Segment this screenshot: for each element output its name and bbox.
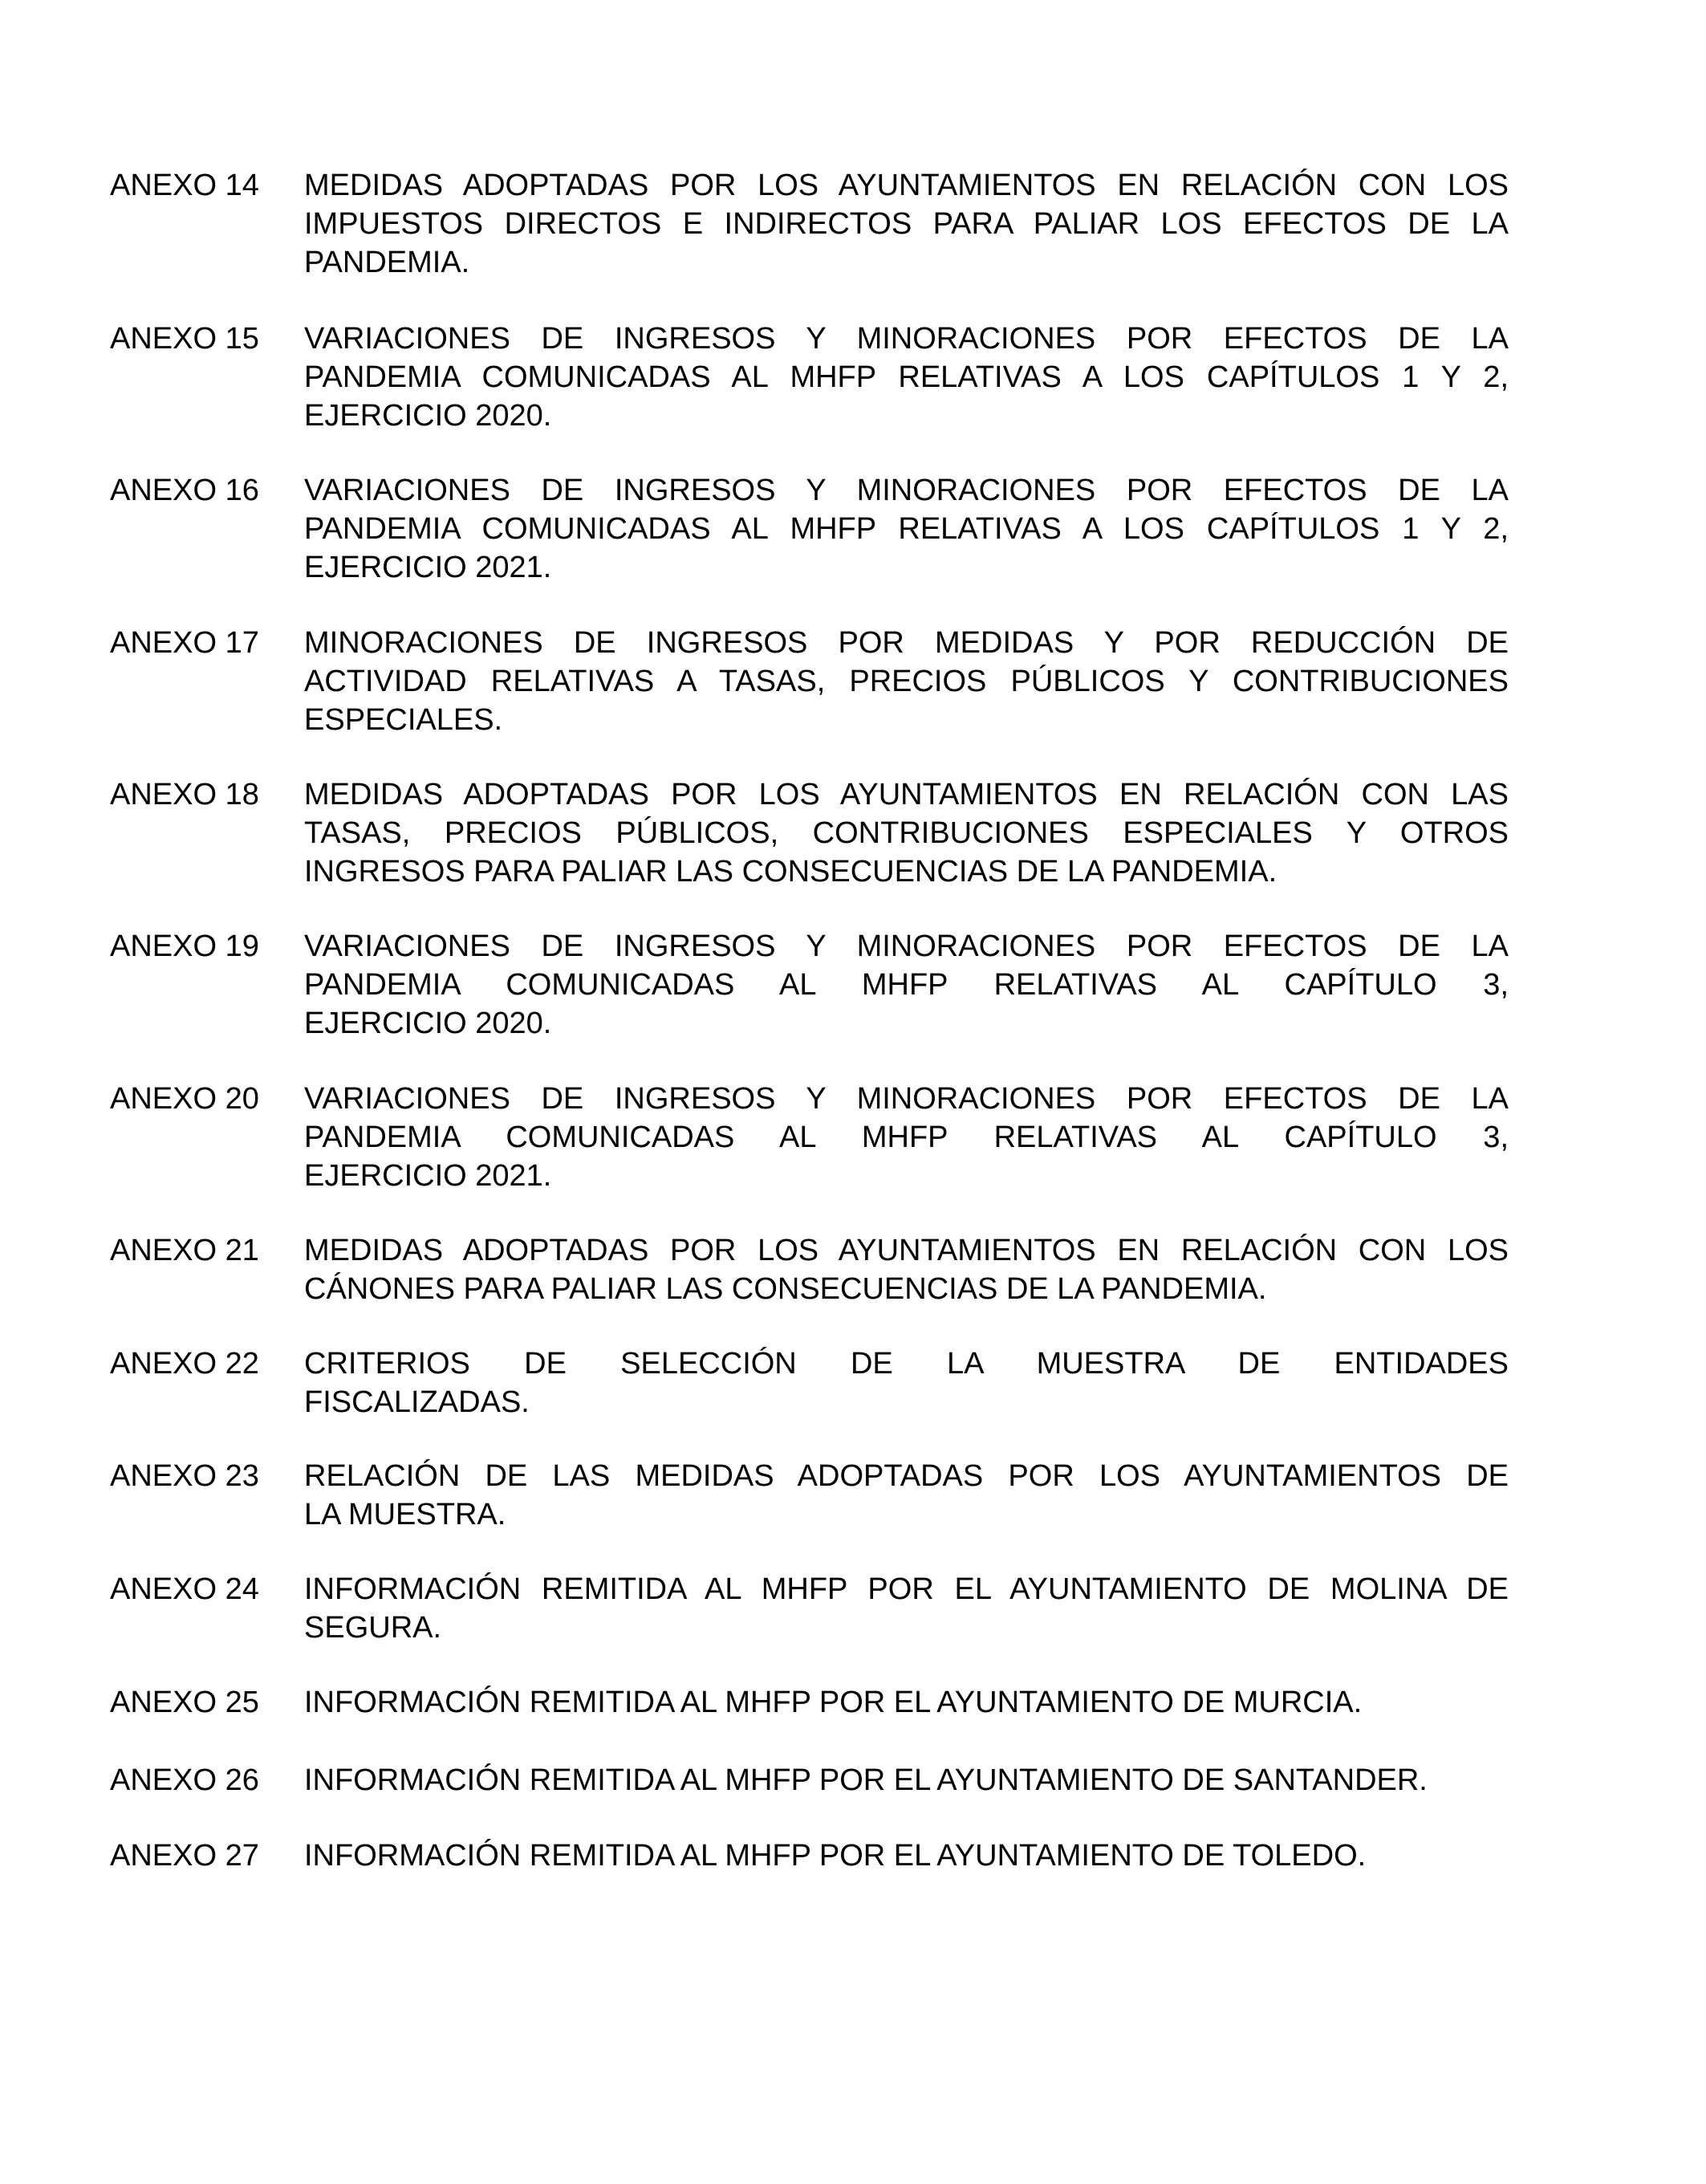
annex-title-line: INFORMACIÓN REMITIDA AL MHFP POR EL AYUNTAMIENTO DE MURCIA. <box>304 1686 1363 1719</box>
annex-label: ANEXO 25 <box>110 1686 259 1719</box>
annex-title-line: MINORACIONES DE INGRESOS POR MEDIDAS Y POR REDUCCIÓN DE <box>304 626 1509 660</box>
annex-title-line: PANDEMIA COMUNICADAS AL MHFP RELATIVAS A LOS CAPÍTULOS 1 Y 2, <box>304 512 1509 546</box>
annex-title <box>304 1761 1509 1800</box>
annex-title-line: ESPECIALES. <box>304 703 503 737</box>
annex-title-line: INFORMACIÓN REMITIDA AL MHFP POR EL AYUNTAMIENTO DE TOLEDO. <box>304 1839 1367 1873</box>
annex-title-line: EJERCICIO 2021. <box>304 1159 552 1193</box>
annex-title-line: RELACIÓN DE LAS MEDIDAS ADOPTADAS POR LOS AYUNTAMIENTOS DE <box>304 1459 1509 1493</box>
annex-title-line: PANDEMIA COMUNICADAS AL MHFP RELATIVAS A LOS CAPÍTULOS 1 Y 2, <box>304 360 1509 394</box>
annex-title <box>304 471 1509 587</box>
annex-title <box>304 319 1509 435</box>
annex-title-line: EJERCICIO 2021. <box>304 551 552 584</box>
annex-title <box>304 166 1509 282</box>
annex-title-line: CÁNONES PARA PALIAR LAS CONSECUENCIAS DE LA PANDEMIA. <box>304 1272 1267 1306</box>
annex-title-line: SEGURA. <box>304 1611 442 1645</box>
annex-title-line: MEDIDAS ADOPTADAS POR LOS AYUNTAMIENTOS EN RELACIÓN CON LOS <box>304 1234 1509 1267</box>
annex-label: ANEXO 23 <box>110 1459 259 1493</box>
annex-title-line: MEDIDAS ADOPTADAS POR LOS AYUNTAMIENTOS EN RELACIÓN CON LAS <box>304 778 1509 811</box>
annex-title-line: TASAS, PRECIOS PÚBLICOS, CONTRIBUCIONES ESPECIALES Y OTROS <box>304 816 1509 850</box>
annex-label: ANEXO 16 <box>110 474 259 507</box>
annex-title <box>304 1344 1509 1421</box>
annex-label: ANEXO 26 <box>110 1763 259 1797</box>
annex-label: ANEXO 20 <box>110 1082 259 1116</box>
annex-title-line: ACTIVIDAD RELATIVAS A TASAS, PRECIOS PÚBLICOS Y CONTRIBUCIONES <box>304 665 1509 698</box>
annex-title-line: PANDEMIA COMUNICADAS AL MHFP RELATIVAS AL CAPÍTULO 3, <box>304 1120 1509 1154</box>
annex-label: ANEXO 22 <box>110 1347 259 1381</box>
annex-label: ANEXO 17 <box>110 626 259 660</box>
annex-title-line: FISCALIZADAS. <box>304 1385 530 1419</box>
annex-title-line: LA MUESTRA. <box>304 1498 506 1531</box>
annex-title-line: VARIACIONES DE INGRESOS Y MINORACIONES POR EFECTOS DE LA <box>304 474 1509 507</box>
annex-title-line: IMPUESTOS DIRECTOS E INDIRECTOS PARA PALIAR LOS EFECTOS DE LA <box>304 207 1509 241</box>
annex-title-line: EJERCICIO 2020. <box>304 1007 552 1040</box>
annex-title-line: PANDEMIA COMUNICADAS AL MHFP RELATIVAS AL CAPÍTULO 3, <box>304 968 1509 1002</box>
annex-title-line: CRITERIOS DE SELECCIÓN DE LA MUESTRA DE ENTIDADES <box>304 1347 1509 1381</box>
annex-title <box>304 927 1509 1043</box>
annex-label: ANEXO 15 <box>110 322 259 356</box>
annex-label: ANEXO 18 <box>110 778 259 811</box>
annex-label: ANEXO 27 <box>110 1839 259 1873</box>
annex-title-line: EJERCICIO 2020. <box>304 399 552 433</box>
annex-title <box>304 1457 1509 1534</box>
annex-label: ANEXO 24 <box>110 1572 259 1606</box>
annex-title-line: INFORMACIÓN REMITIDA AL MHFP POR EL AYUNTAMIENTO DE MOLINA DE <box>304 1572 1509 1606</box>
annex-title-line: MEDIDAS ADOPTADAS POR LOS AYUNTAMIENTOS EN RELACIÓN CON LOS <box>304 169 1509 202</box>
annex-title <box>304 1836 1509 1875</box>
annex-title-line: VARIACIONES DE INGRESOS Y MINORACIONES POR EFECTOS DE LA <box>304 322 1509 356</box>
annex-title <box>304 1683 1509 1722</box>
annex-title <box>304 624 1509 739</box>
annex-title <box>304 1080 1509 1195</box>
annex-label: ANEXO 21 <box>110 1234 259 1267</box>
annex-title <box>304 1231 1509 1308</box>
annex-label: ANEXO 19 <box>110 929 259 963</box>
annex-title-line: INFORMACIÓN REMITIDA AL MHFP POR EL AYUNTAMIENTO DE SANTANDER. <box>304 1763 1428 1797</box>
annex-title-line: VARIACIONES DE INGRESOS Y MINORACIONES POR EFECTOS DE LA <box>304 929 1509 963</box>
annex-title-line: INGRESOS PARA PALIAR LAS CONSECUENCIAS DE LA PANDEMIA. <box>304 855 1277 889</box>
annex-title <box>304 1570 1509 1647</box>
annex-label: ANEXO 14 <box>110 169 259 202</box>
annex-title-line: VARIACIONES DE INGRESOS Y MINORACIONES POR EFECTOS DE LA <box>304 1082 1509 1116</box>
annex-title <box>304 775 1509 891</box>
annex-title-line: PANDEMIA. <box>304 246 470 279</box>
